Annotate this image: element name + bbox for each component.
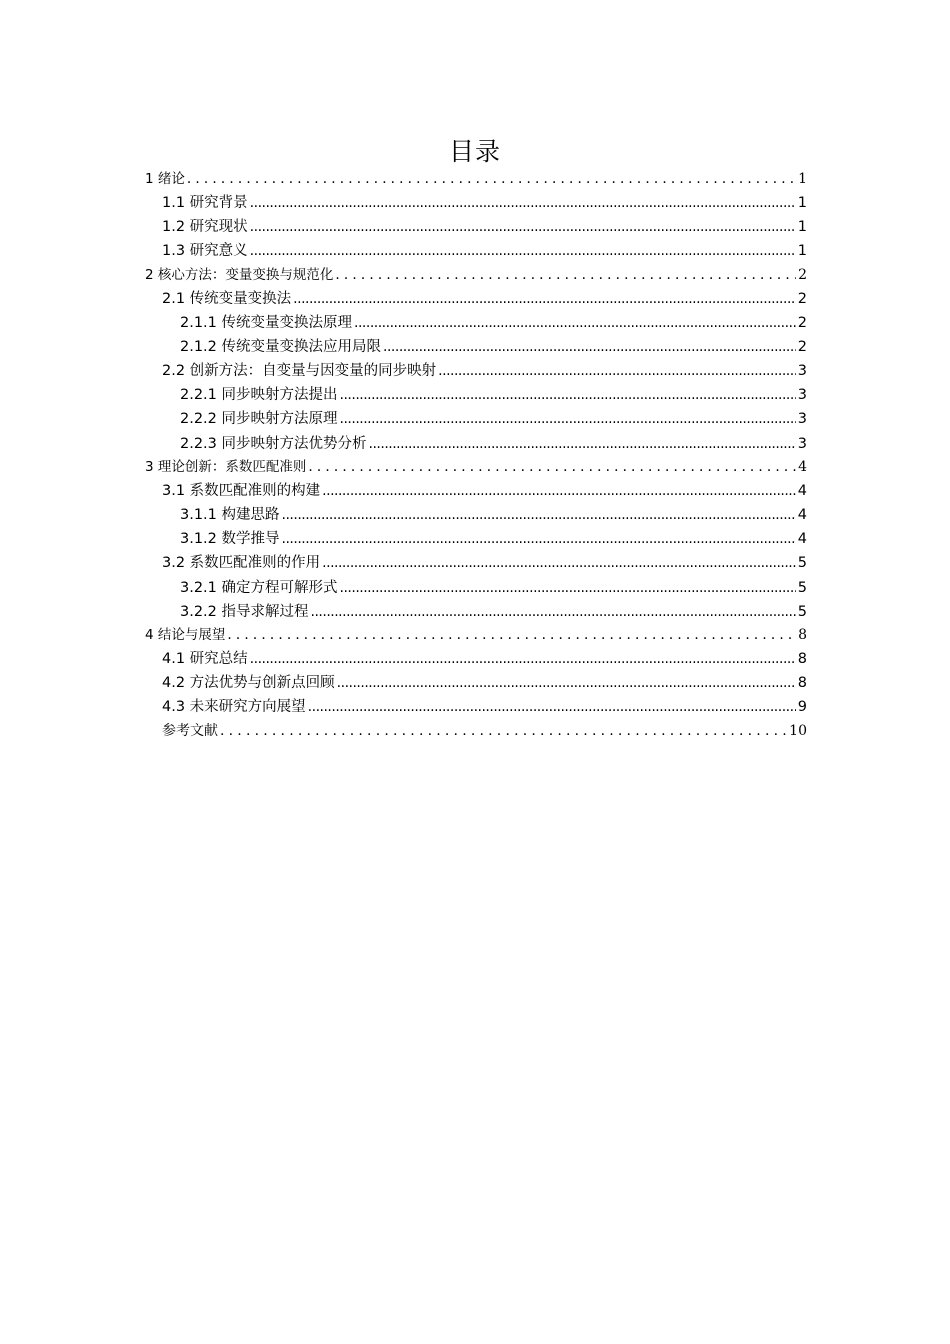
toc-page-number: 8 — [797, 650, 807, 667]
toc-entry-1-2[interactable] — [145, 215, 807, 239]
toc-entry-1-3[interactable] — [145, 239, 807, 263]
dot-leader — [337, 671, 796, 695]
toc-page-number: 1 — [797, 219, 807, 236]
toc-entry-label: 1.3 研究意义 — [162, 243, 248, 260]
toc-page-number: 3 — [797, 387, 807, 404]
toc-entry-1[interactable] — [145, 168, 807, 191]
toc-page-number: 9 — [797, 699, 807, 716]
toc-page-number: 5 — [797, 555, 807, 572]
dot-leader — [250, 239, 796, 263]
toc-page-number: 4 — [797, 482, 807, 499]
toc-page-number: 3 — [797, 435, 807, 452]
dot-leader — [354, 311, 796, 335]
dot-leader — [340, 383, 796, 407]
dot-leader — [250, 647, 796, 671]
toc-page-number: 4 — [798, 458, 807, 475]
toc-page-number: 5 — [797, 603, 807, 620]
toc-entry-label: 4.3 未来研究方向展望 — [162, 699, 306, 716]
toc-page-number: 1 — [797, 194, 807, 211]
toc-entry-label: 4 结论与展望 — [145, 627, 226, 643]
dot-leader — [227, 624, 796, 647]
dot-leader — [369, 432, 796, 456]
toc-entry-label: 2.1 传统变量变换法 — [162, 290, 292, 307]
dot-leader — [282, 527, 796, 551]
toc-entry-label: 1 绪论 — [145, 171, 185, 187]
dot-leader — [187, 168, 796, 191]
dot-leader — [308, 456, 796, 479]
toc-entry-label: 3.1.2 数学推导 — [180, 531, 280, 548]
toc-entry-label: 1.2 研究现状 — [162, 219, 248, 236]
toc-page-number: 4 — [797, 507, 807, 524]
dot-leader — [250, 191, 796, 215]
toc-entry-3-2-1[interactable] — [145, 576, 807, 600]
page-title: 目录 — [448, 137, 501, 166]
toc-entry-label: 2 核心方法：变量变换与规范化 — [145, 266, 334, 283]
toc-page-number: 2 — [798, 266, 807, 283]
dot-leader — [308, 695, 796, 719]
toc-entry-2-1-2[interactable] — [145, 335, 807, 359]
toc-entry-2-2-2[interactable] — [145, 408, 807, 432]
toc-page-number: 2 — [797, 314, 807, 331]
dot-leader — [250, 215, 796, 239]
toc-entry-label: 3 理论创新：系数匹配准则 — [145, 458, 307, 475]
toc-entry-label: 2.1.2 传统变量变换法应用局限 — [180, 338, 382, 355]
toc-entry-2-1-1[interactable] — [145, 311, 807, 335]
toc-entry-label: 3.1.1 构建思路 — [180, 507, 280, 524]
toc-page-number: 4 — [797, 531, 807, 548]
toc-entry-3-1[interactable] — [145, 479, 807, 503]
toc-entry-1-1[interactable] — [145, 191, 807, 215]
dot-leader — [322, 551, 796, 575]
toc-entry-label: 3.2.2 指导求解过程 — [180, 603, 309, 620]
dot-leader — [340, 407, 796, 431]
toc-entry-3[interactable] — [145, 456, 807, 479]
toc-page-number: 10 — [789, 722, 807, 739]
toc-page-number: 1 — [798, 171, 807, 187]
toc-entry-4[interactable] — [145, 624, 807, 647]
toc-entry-3-2-2[interactable] — [145, 600, 807, 624]
toc-entry-label: 2.1.1 传统变量变换法原理 — [180, 314, 353, 331]
toc-page-number: 2 — [797, 338, 807, 355]
toc-page-number: 8 — [797, 675, 807, 692]
dot-leader — [340, 576, 796, 600]
table-of-contents — [145, 168, 807, 743]
toc-entry-4-3[interactable] — [145, 695, 807, 719]
dot-leader — [335, 264, 796, 287]
toc-entry-references[interactable] — [145, 720, 807, 743]
dot-leader — [220, 720, 787, 743]
dot-leader — [282, 503, 796, 527]
toc-page-number: 2 — [797, 290, 807, 307]
toc-entry-label: 1.1 研究背景 — [162, 194, 248, 211]
toc-entry-label: 2.2.1 同步映射方法提出 — [180, 387, 338, 404]
toc-entry-2[interactable] — [145, 264, 807, 287]
toc-page-number: 3 — [797, 411, 807, 428]
toc-entry-3-1-1[interactable] — [145, 503, 807, 527]
toc-entry-3-2[interactable] — [145, 551, 807, 575]
toc-entry-label: 4.1 研究总结 — [162, 650, 248, 667]
toc-entry-2-2[interactable] — [145, 359, 807, 383]
toc-entry-2-1[interactable] — [145, 287, 807, 311]
toc-page-number: 5 — [797, 579, 807, 596]
toc-entry-label: 2.2.3 同步映射方法优势分析 — [180, 435, 367, 452]
toc-entry-label: 参考文献 — [162, 722, 218, 739]
dot-leader — [383, 335, 796, 359]
dot-leader — [438, 359, 796, 383]
dot-leader — [293, 287, 796, 311]
toc-entry-label: 3.2.1 确定方程可解形式 — [180, 579, 338, 596]
toc-entry-label: 3.1 系数匹配准则的构建 — [162, 482, 321, 499]
toc-page-number: 1 — [797, 243, 807, 260]
toc-entry-2-2-3[interactable] — [145, 432, 807, 456]
toc-entry-4-2[interactable] — [145, 671, 807, 695]
toc-page-number: 3 — [797, 363, 807, 380]
toc-entry-4-1[interactable] — [145, 647, 807, 671]
toc-entry-label: 2.2 创新方法：自变量与因变量的同步映射 — [162, 363, 437, 380]
dot-leader — [311, 600, 796, 624]
toc-entry-label: 4.2 方法优势与创新点回顾 — [162, 675, 335, 692]
dot-leader — [322, 479, 796, 503]
toc-page-number: 8 — [798, 627, 807, 643]
toc-entry-3-1-2[interactable] — [145, 527, 807, 551]
toc-entry-label: 3.2 系数匹配准则的作用 — [162, 555, 321, 572]
toc-entry-2-2-1[interactable] — [145, 383, 807, 407]
toc-entry-label: 2.2.2 同步映射方法原理 — [180, 411, 338, 428]
